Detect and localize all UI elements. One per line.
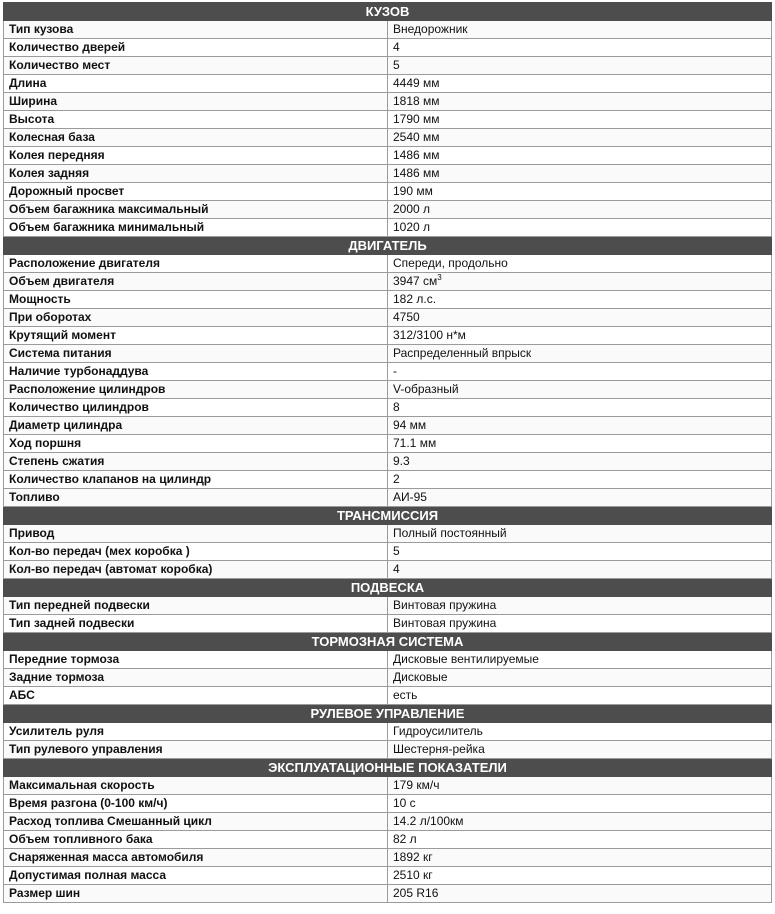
spec-value xyxy=(388,309,772,327)
spec-value xyxy=(388,147,772,165)
spec-value xyxy=(388,795,772,813)
spec-row xyxy=(4,273,772,291)
spec-value xyxy=(388,183,772,201)
spec-value-text: 2540 мм xyxy=(393,130,440,144)
spec-value xyxy=(388,885,772,903)
spec-label: Ход поршня xyxy=(4,435,388,453)
spec-label: Расположение двигателя xyxy=(4,255,388,273)
spec-row xyxy=(4,453,772,471)
spec-value xyxy=(388,39,772,57)
spec-row xyxy=(4,399,772,417)
spec-label: Размер шин xyxy=(4,885,388,903)
spec-value xyxy=(388,201,772,219)
spec-value-text: 4449 мм xyxy=(393,76,440,90)
spec-value xyxy=(388,471,772,489)
spec-label: Система питания xyxy=(4,345,388,363)
spec-row xyxy=(4,885,772,903)
spec-value xyxy=(388,327,772,345)
spec-label: Топливо xyxy=(4,489,388,507)
spec-label: Расположение цилиндров xyxy=(4,381,388,399)
spec-row xyxy=(4,39,772,57)
spec-label: Тип задней подвески xyxy=(4,615,388,633)
spec-label: Колея задняя xyxy=(4,165,388,183)
spec-value xyxy=(388,21,772,39)
spec-value-text: 5 xyxy=(393,58,400,72)
spec-value xyxy=(388,399,772,417)
spec-value xyxy=(388,651,772,669)
spec-label: Количество дверей xyxy=(4,39,388,57)
spec-value-text: 1486 мм xyxy=(393,166,440,180)
section-title: ТРАНСМИССИЯ xyxy=(4,507,772,525)
spec-value xyxy=(388,345,772,363)
spec-value xyxy=(388,561,772,579)
spec-row xyxy=(4,309,772,327)
spec-value-text: АИ-95 xyxy=(393,490,427,504)
spec-value xyxy=(388,669,772,687)
spec-row xyxy=(4,795,772,813)
spec-value-text: 1020 л xyxy=(393,220,431,234)
spec-row xyxy=(4,93,772,111)
spec-label: Длина xyxy=(4,75,388,93)
spec-value-text: 2000 л xyxy=(393,202,431,216)
spec-label: Привод xyxy=(4,525,388,543)
section-header xyxy=(4,3,772,21)
spec-label: Объем двигателя xyxy=(4,273,388,291)
spec-row xyxy=(4,741,772,759)
spec-table xyxy=(3,2,772,903)
spec-label: Тип рулевого управления xyxy=(4,741,388,759)
spec-value xyxy=(388,75,772,93)
spec-value-text: 3947 см xyxy=(393,274,438,288)
spec-value xyxy=(388,219,772,237)
spec-row xyxy=(4,615,772,633)
spec-value-text: Гидроусилитель xyxy=(393,724,483,738)
spec-row xyxy=(4,363,772,381)
spec-row xyxy=(4,147,772,165)
section-title: ЭКСПЛУАТАЦИОННЫЕ ПОКАЗАТЕЛИ xyxy=(4,759,772,777)
spec-value xyxy=(388,165,772,183)
spec-row xyxy=(4,183,772,201)
spec-value-text: 312/3100 н*м xyxy=(393,328,466,342)
section-header xyxy=(4,759,772,777)
spec-row xyxy=(4,57,772,75)
section-title: ДВИГАТЕЛЬ xyxy=(4,237,772,255)
spec-label: Диаметр цилиндра xyxy=(4,417,388,435)
spec-value-text: 10 с xyxy=(393,796,416,810)
spec-label: Объем багажника максимальный xyxy=(4,201,388,219)
spec-value-text: 1790 мм xyxy=(393,112,440,126)
spec-label: Усилитель руля xyxy=(4,723,388,741)
spec-value-text: 71.1 мм xyxy=(393,436,437,450)
spec-row xyxy=(4,201,772,219)
spec-value-text: есть xyxy=(393,688,418,702)
spec-value xyxy=(388,363,772,381)
spec-value-text: 82 л xyxy=(393,832,417,846)
spec-value xyxy=(388,435,772,453)
spec-row xyxy=(4,327,772,345)
spec-value-text: 4750 xyxy=(393,310,420,324)
spec-label: Снаряженная масса автомобиля xyxy=(4,849,388,867)
spec-row xyxy=(4,831,772,849)
spec-row xyxy=(4,435,772,453)
spec-value-text: 2 xyxy=(393,472,400,486)
spec-table-body xyxy=(4,3,772,903)
spec-value xyxy=(388,723,772,741)
spec-value xyxy=(388,489,772,507)
spec-row xyxy=(4,687,772,705)
spec-value-text: 182 л.с. xyxy=(393,292,437,306)
spec-value xyxy=(388,687,772,705)
spec-label: Максимальная скорость xyxy=(4,777,388,795)
spec-label: Крутящий момент xyxy=(4,327,388,345)
spec-value-text: 8 xyxy=(393,400,400,414)
spec-value xyxy=(388,849,772,867)
spec-value xyxy=(388,741,772,759)
spec-label: Количество мест xyxy=(4,57,388,75)
spec-value xyxy=(388,813,772,831)
spec-value xyxy=(388,831,772,849)
spec-row xyxy=(4,543,772,561)
spec-label: Время разгона (0-100 км/ч) xyxy=(4,795,388,813)
spec-row xyxy=(4,255,772,273)
spec-value xyxy=(388,129,772,147)
spec-value xyxy=(388,93,772,111)
spec-value-text: Винтовая пружина xyxy=(393,598,497,612)
spec-value xyxy=(388,273,772,291)
spec-label: Объем топливного бака xyxy=(4,831,388,849)
section-header xyxy=(4,237,772,255)
spec-value xyxy=(388,777,772,795)
spec-label: Колесная база xyxy=(4,129,388,147)
spec-label: Количество цилиндров xyxy=(4,399,388,417)
spec-label: Мощность xyxy=(4,291,388,309)
spec-value xyxy=(388,381,772,399)
spec-value-text: 1892 кг xyxy=(393,850,433,864)
spec-value-text: 1486 мм xyxy=(393,148,440,162)
spec-row xyxy=(4,597,772,615)
section-header xyxy=(4,705,772,723)
spec-value-text: 2510 кг xyxy=(393,868,433,882)
spec-value-text: Спереди, продольно xyxy=(393,256,508,270)
spec-label: Тип кузова xyxy=(4,21,388,39)
spec-label: Задние тормоза xyxy=(4,669,388,687)
spec-row xyxy=(4,417,772,435)
spec-value-superscript: 3 xyxy=(437,273,442,282)
spec-row xyxy=(4,381,772,399)
spec-row xyxy=(4,165,772,183)
spec-value-text: 9.3 xyxy=(393,454,410,468)
spec-label: Объем багажника минимальный xyxy=(4,219,388,237)
spec-value-text: 94 мм xyxy=(393,418,427,432)
spec-row xyxy=(4,651,772,669)
spec-value xyxy=(388,417,772,435)
spec-value-text: Дисковые xyxy=(393,670,448,684)
spec-label: Ширина xyxy=(4,93,388,111)
spec-label: Дорожный просвет xyxy=(4,183,388,201)
spec-row xyxy=(4,345,772,363)
spec-label: Кол-во передач (мех коробка ) xyxy=(4,543,388,561)
spec-label: Высота xyxy=(4,111,388,129)
spec-row xyxy=(4,489,772,507)
spec-value xyxy=(388,57,772,75)
section-header xyxy=(4,633,772,651)
spec-row xyxy=(4,21,772,39)
spec-label: Кол-во передач (автомат коробка) xyxy=(4,561,388,579)
spec-value-text: 5 xyxy=(393,544,400,558)
spec-value-text: Полный постоянный xyxy=(393,526,507,540)
spec-value-text: 1818 мм xyxy=(393,94,440,108)
spec-label: АБС xyxy=(4,687,388,705)
spec-label: Тип передней подвески xyxy=(4,597,388,615)
section-title: ТОРМОЗНАЯ СИСТЕМА xyxy=(4,633,772,651)
section-header xyxy=(4,507,772,525)
spec-value-text: 4 xyxy=(393,40,400,54)
spec-row xyxy=(4,813,772,831)
spec-row xyxy=(4,471,772,489)
spec-row xyxy=(4,111,772,129)
spec-row xyxy=(4,867,772,885)
spec-value xyxy=(388,867,772,885)
spec-row xyxy=(4,525,772,543)
spec-value xyxy=(388,543,772,561)
spec-row xyxy=(4,75,772,93)
spec-value-text: Дисковые вентилируемые xyxy=(393,652,539,666)
section-title: ПОДВЕСКА xyxy=(4,579,772,597)
section-title: РУЛЕВОЕ УПРАВЛЕНИЕ xyxy=(4,705,772,723)
spec-row xyxy=(4,219,772,237)
spec-label: Передние тормоза xyxy=(4,651,388,669)
spec-table-grid xyxy=(3,2,772,903)
spec-value-text: 205 R16 xyxy=(393,886,439,900)
spec-row xyxy=(4,291,772,309)
spec-row xyxy=(4,561,772,579)
spec-value-text: 190 мм xyxy=(393,184,433,198)
spec-label: Наличие турбонаддува xyxy=(4,363,388,381)
spec-label: Расход топлива Смешанный цикл xyxy=(4,813,388,831)
section-header xyxy=(4,579,772,597)
spec-value xyxy=(388,597,772,615)
spec-value xyxy=(388,111,772,129)
spec-label: Допустимая полная масса xyxy=(4,867,388,885)
spec-row xyxy=(4,129,772,147)
spec-value xyxy=(388,291,772,309)
spec-value-text: Распределенный впрыск xyxy=(393,346,532,360)
spec-label: При оборотах xyxy=(4,309,388,327)
spec-value-text: - xyxy=(393,364,397,378)
spec-value xyxy=(388,525,772,543)
spec-label: Количество клапанов на цилиндр xyxy=(4,471,388,489)
spec-value-text: 14.2 л/100км xyxy=(393,814,464,828)
spec-row xyxy=(4,669,772,687)
spec-value-text: Шестерня-рейка xyxy=(393,742,485,756)
spec-row xyxy=(4,777,772,795)
spec-value-text: Винтовая пружина xyxy=(393,616,497,630)
spec-value-text: 4 xyxy=(393,562,400,576)
spec-row xyxy=(4,723,772,741)
spec-value xyxy=(388,255,772,273)
spec-label: Колея передняя xyxy=(4,147,388,165)
spec-value-text: 179 км/ч xyxy=(393,778,440,792)
spec-label: Степень сжатия xyxy=(4,453,388,471)
spec-value xyxy=(388,615,772,633)
spec-value-text: V-образный xyxy=(393,382,459,396)
spec-row xyxy=(4,849,772,867)
spec-value-text: Внедорожник xyxy=(393,22,468,36)
section-title: КУЗОВ xyxy=(4,3,772,21)
spec-value xyxy=(388,453,772,471)
